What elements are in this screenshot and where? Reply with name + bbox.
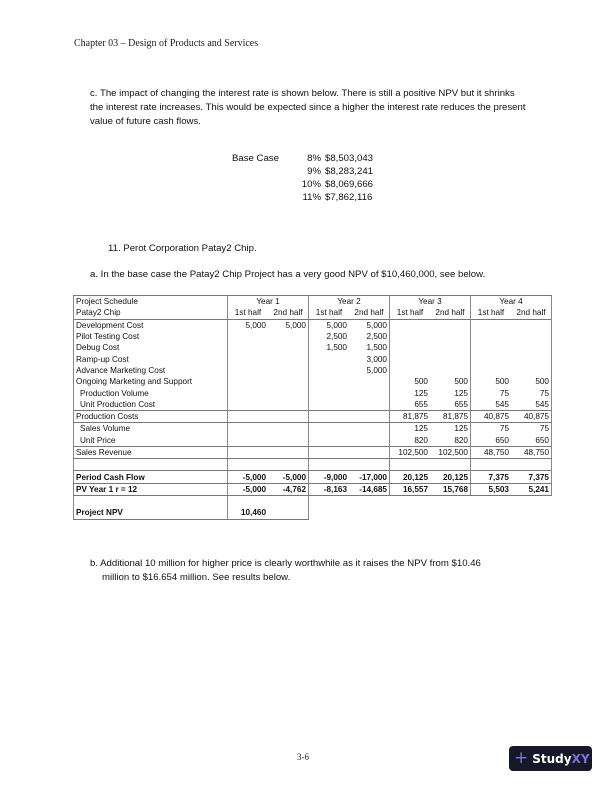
- cell-value: 5,000: [228, 319, 269, 331]
- project-schedule-table: [73, 295, 552, 520]
- spacer-cell: [471, 459, 512, 471]
- rate-label: Base Case: [232, 153, 279, 164]
- half-header: 1st half: [309, 307, 350, 319]
- row-label: Debug Cost: [74, 342, 228, 353]
- cell-value: [430, 353, 471, 364]
- cell-value: -8,163: [309, 483, 350, 495]
- cell-value: [390, 365, 431, 376]
- spacer-cell: [349, 459, 390, 471]
- cell-value: 15,768: [430, 483, 471, 495]
- spacer-cell: [228, 496, 269, 508]
- rate-npv: $8,069,666: [325, 179, 374, 190]
- spacer-row: [74, 496, 552, 508]
- cell-value: [309, 376, 350, 387]
- cell-value: [349, 387, 390, 398]
- table-row: [74, 399, 552, 411]
- year-header: Year 4: [471, 296, 552, 308]
- cell-value: [471, 342, 512, 353]
- table-row: [74, 423, 552, 435]
- year-header: Year 1: [228, 296, 309, 308]
- cell-value: 5,000: [268, 319, 309, 331]
- cell-value: 820: [390, 435, 431, 447]
- cell-value: 655: [390, 399, 431, 411]
- table-row: [74, 331, 552, 342]
- cell-value: [349, 410, 390, 422]
- cell-value: [349, 446, 390, 458]
- cell-value: [309, 435, 350, 447]
- table-subheader-row: [74, 307, 552, 319]
- cell-value: [471, 365, 512, 376]
- spacer-row: [74, 459, 552, 471]
- cell-value: 48,750: [471, 446, 512, 458]
- cell-value: [228, 365, 269, 376]
- rate-row: [232, 191, 373, 204]
- table-row: [74, 365, 552, 376]
- problem-11-title: 11. Perot Corporation Patay2 Chip.: [108, 243, 257, 254]
- row-label: Production Volume: [74, 387, 228, 398]
- rate-percent: 9%: [307, 166, 321, 177]
- npv-value: 10,460: [228, 507, 269, 519]
- cell-value: [309, 399, 350, 411]
- cell-value: 5,000: [309, 319, 350, 331]
- cell-value: 125: [454, 424, 468, 434]
- half-header: 1st half: [471, 307, 512, 319]
- cell-value: [309, 387, 350, 398]
- cell-value: [268, 410, 309, 422]
- cell-value: [349, 376, 390, 387]
- rate-percent: 11%: [302, 192, 321, 203]
- cell-value: [349, 435, 390, 447]
- table-row: [74, 410, 552, 422]
- brand-suffix: XY: [571, 751, 590, 766]
- subheader-label: Patay2 Chip: [74, 307, 228, 319]
- cell-value: 20,125: [390, 471, 431, 483]
- spacer-cell: [511, 459, 552, 471]
- cell-value: [268, 353, 309, 364]
- header-label: Project Schedule: [74, 296, 228, 308]
- cell-value: 650: [511, 435, 552, 447]
- rate-row: [232, 152, 373, 165]
- rate-percent: 10%: [301, 179, 321, 190]
- cell-value: [228, 435, 269, 447]
- rate-label: [232, 165, 287, 178]
- cell-value: 650: [471, 435, 512, 447]
- cell-value: 102,500: [430, 446, 471, 458]
- cell-value: 7,375: [471, 471, 512, 483]
- cell-value: [309, 353, 350, 364]
- row-label: Advance Marketing Cost: [74, 365, 228, 376]
- table-header-row: [74, 296, 552, 308]
- cell-value: 500: [471, 376, 512, 387]
- cell-value: 81,875: [430, 410, 471, 422]
- cell-value: 1,500: [366, 343, 387, 353]
- cell-value: 3,000: [366, 354, 387, 364]
- table-row: [74, 353, 552, 364]
- cell-value: 102,500: [390, 446, 431, 458]
- row-label: Development Cost: [74, 319, 228, 331]
- row-label: Sales Volume: [74, 423, 228, 435]
- row-label: Period Cash Flow: [74, 471, 228, 483]
- half-header: 2nd half: [435, 308, 465, 318]
- cell-value: [430, 319, 471, 331]
- spacer-cell: [228, 459, 269, 471]
- rate-npv: $7,862,116: [325, 192, 373, 203]
- cell-value: [268, 376, 309, 387]
- cell-value: [430, 342, 471, 353]
- cell-value: [268, 331, 309, 342]
- row-label: Ongoing Marketing and Support: [74, 376, 228, 387]
- cell-value: [511, 342, 552, 353]
- spacer-cell: [430, 459, 471, 471]
- cell-value: -17,000: [349, 471, 390, 483]
- cell-value: [511, 319, 552, 331]
- row-label: Unit Production Cost: [74, 399, 228, 411]
- npv-spacer: [268, 507, 309, 519]
- cell-value: [390, 319, 431, 331]
- cell-value: 545: [471, 399, 512, 411]
- cell-value: 20,125: [430, 471, 471, 483]
- half-header: 1st half: [390, 307, 431, 319]
- brand-name: Study: [532, 751, 572, 766]
- part-c-paragraph: c. The impact of changing the interest rate is shown below. There is still a positive NPV but it shrinks the interest rate increases. This would be expected since a higher the interest rate reduces the present value of future cash flows.: [90, 88, 526, 127]
- spacer-cell: [74, 496, 228, 508]
- cell-value: [228, 446, 269, 458]
- cell-value: 75: [471, 387, 512, 398]
- row-label: Sales Revenue: [74, 446, 228, 458]
- cell-value: [268, 387, 309, 398]
- cell-value: [309, 423, 350, 435]
- spacer-cell: [74, 459, 228, 471]
- half-header: 2nd half: [273, 308, 303, 318]
- chapter-header: Chapter 03 – Design of Products and Services: [74, 38, 259, 49]
- half-header: 2nd half: [511, 307, 552, 319]
- cell-value: [309, 410, 350, 422]
- cell-value: 75: [471, 423, 512, 435]
- row-label: Production Costs: [74, 410, 228, 422]
- table-row: [74, 471, 552, 483]
- cell-value: 40,875: [511, 410, 552, 422]
- npv-label: Project NPV: [74, 507, 228, 519]
- part-a-paragraph: a. In the base case the Patay2 Chip Project has a very good NPV of $10,460,000, see below.: [90, 269, 486, 280]
- project-npv-row: [74, 507, 552, 519]
- cell-value: 40,875: [471, 410, 512, 422]
- cell-value: [268, 423, 309, 435]
- row-label: PV Year 1 r = 12: [74, 483, 228, 495]
- table-row: [74, 342, 552, 353]
- cell-value: [511, 353, 552, 364]
- cell-value: 1,500: [309, 342, 350, 353]
- table-row: [74, 435, 552, 447]
- cell-value: [390, 342, 431, 353]
- cell-value: 16,557: [390, 483, 431, 495]
- rate-row: [232, 178, 373, 191]
- table-row: [74, 483, 552, 495]
- cell-value: 820: [454, 435, 468, 445]
- table-row: [74, 376, 552, 387]
- cell-value: -4,762: [268, 483, 309, 495]
- cell-value: [430, 365, 471, 376]
- cell-value: [228, 353, 269, 364]
- spacer-cell: [268, 459, 309, 471]
- table-row: [74, 446, 552, 458]
- cell-value: 500: [511, 376, 552, 387]
- cell-value: [268, 435, 309, 447]
- cell-value: 5,000: [366, 365, 387, 375]
- cell-value: 125: [390, 387, 431, 398]
- cell-value: [471, 331, 512, 342]
- cell-value: [268, 446, 309, 458]
- cell-value: -5,000: [228, 483, 269, 495]
- cell-value: [268, 342, 309, 353]
- cell-value: 655: [454, 399, 468, 409]
- spacer-cell: [309, 459, 350, 471]
- cell-value: [228, 423, 269, 435]
- cell-value: 75: [511, 423, 552, 435]
- table-row: [74, 319, 552, 331]
- part-b-line-2: million to $16.654 million. See results below.: [102, 572, 291, 583]
- cell-value: 545: [511, 399, 552, 411]
- cell-value: -5,000: [228, 471, 269, 483]
- cell-value: [471, 319, 512, 331]
- cell-value: 48,750: [511, 446, 552, 458]
- studyxy-badge[interactable]: [509, 746, 592, 771]
- cell-value: [471, 353, 512, 364]
- cell-value: [511, 331, 552, 342]
- cell-value: [268, 365, 309, 376]
- cell-value: [228, 376, 269, 387]
- half-header: 2nd half: [354, 308, 384, 318]
- cell-value: 81,875: [390, 410, 431, 422]
- page-number: 3-6: [297, 752, 309, 762]
- cell-value: 2,500: [366, 332, 387, 342]
- cell-value: [228, 399, 269, 411]
- rate-npv: $8,283,241: [325, 166, 374, 177]
- cell-value: -14,685: [349, 483, 390, 495]
- year-header: Year 3: [390, 296, 471, 308]
- part-b-paragraph: [90, 557, 530, 585]
- cell-value: [390, 353, 431, 364]
- rate-label: [232, 178, 287, 191]
- rate-row: [232, 165, 373, 178]
- cell-value: 125: [454, 388, 468, 398]
- cell-value: [228, 410, 269, 422]
- cell-value: [309, 446, 350, 458]
- cell-value: 500: [390, 376, 431, 387]
- rate-percent: 8%: [307, 153, 321, 164]
- cell-value: 5,241: [511, 483, 552, 495]
- cell-value: [349, 399, 390, 411]
- part-b-line-1: b. Additional 10 million for higher price is clearly worthwhile as it raises the NPV from $10.46: [90, 558, 481, 569]
- cell-value: 125: [390, 423, 431, 435]
- cell-value: 500: [454, 377, 468, 387]
- year-header: Year 2: [309, 296, 390, 308]
- cell-value: [309, 365, 350, 376]
- row-label: Pilot Testing Cost: [74, 331, 228, 342]
- cell-value: [228, 387, 269, 398]
- cell-value: 7,375: [511, 471, 552, 483]
- cell-value: 5,503: [471, 483, 512, 495]
- plus-icon: +: [514, 748, 529, 768]
- cell-value: [511, 365, 552, 376]
- cell-value: [430, 331, 471, 342]
- rate-npv: $8,503,043: [325, 153, 374, 164]
- table-row: [74, 387, 552, 398]
- cell-value: 5,000: [349, 319, 390, 331]
- cell-value: -9,000: [309, 471, 350, 483]
- spacer-cell: [268, 496, 309, 508]
- row-label: Ramp-up Cost: [74, 353, 228, 364]
- cell-value: -5,000: [268, 471, 309, 483]
- cell-value: [228, 342, 269, 353]
- half-header: 1st half: [228, 307, 269, 319]
- cell-value: [390, 331, 431, 342]
- row-label: Unit Price: [74, 435, 228, 447]
- cell-value: 75: [511, 387, 552, 398]
- cell-value: [228, 331, 269, 342]
- spacer-cell: [390, 459, 431, 471]
- cell-value: [268, 399, 309, 411]
- rate-label: [232, 191, 287, 204]
- interest-rate-table: [232, 152, 373, 204]
- cell-value: 2,500: [309, 331, 350, 342]
- cell-value: [349, 423, 390, 435]
